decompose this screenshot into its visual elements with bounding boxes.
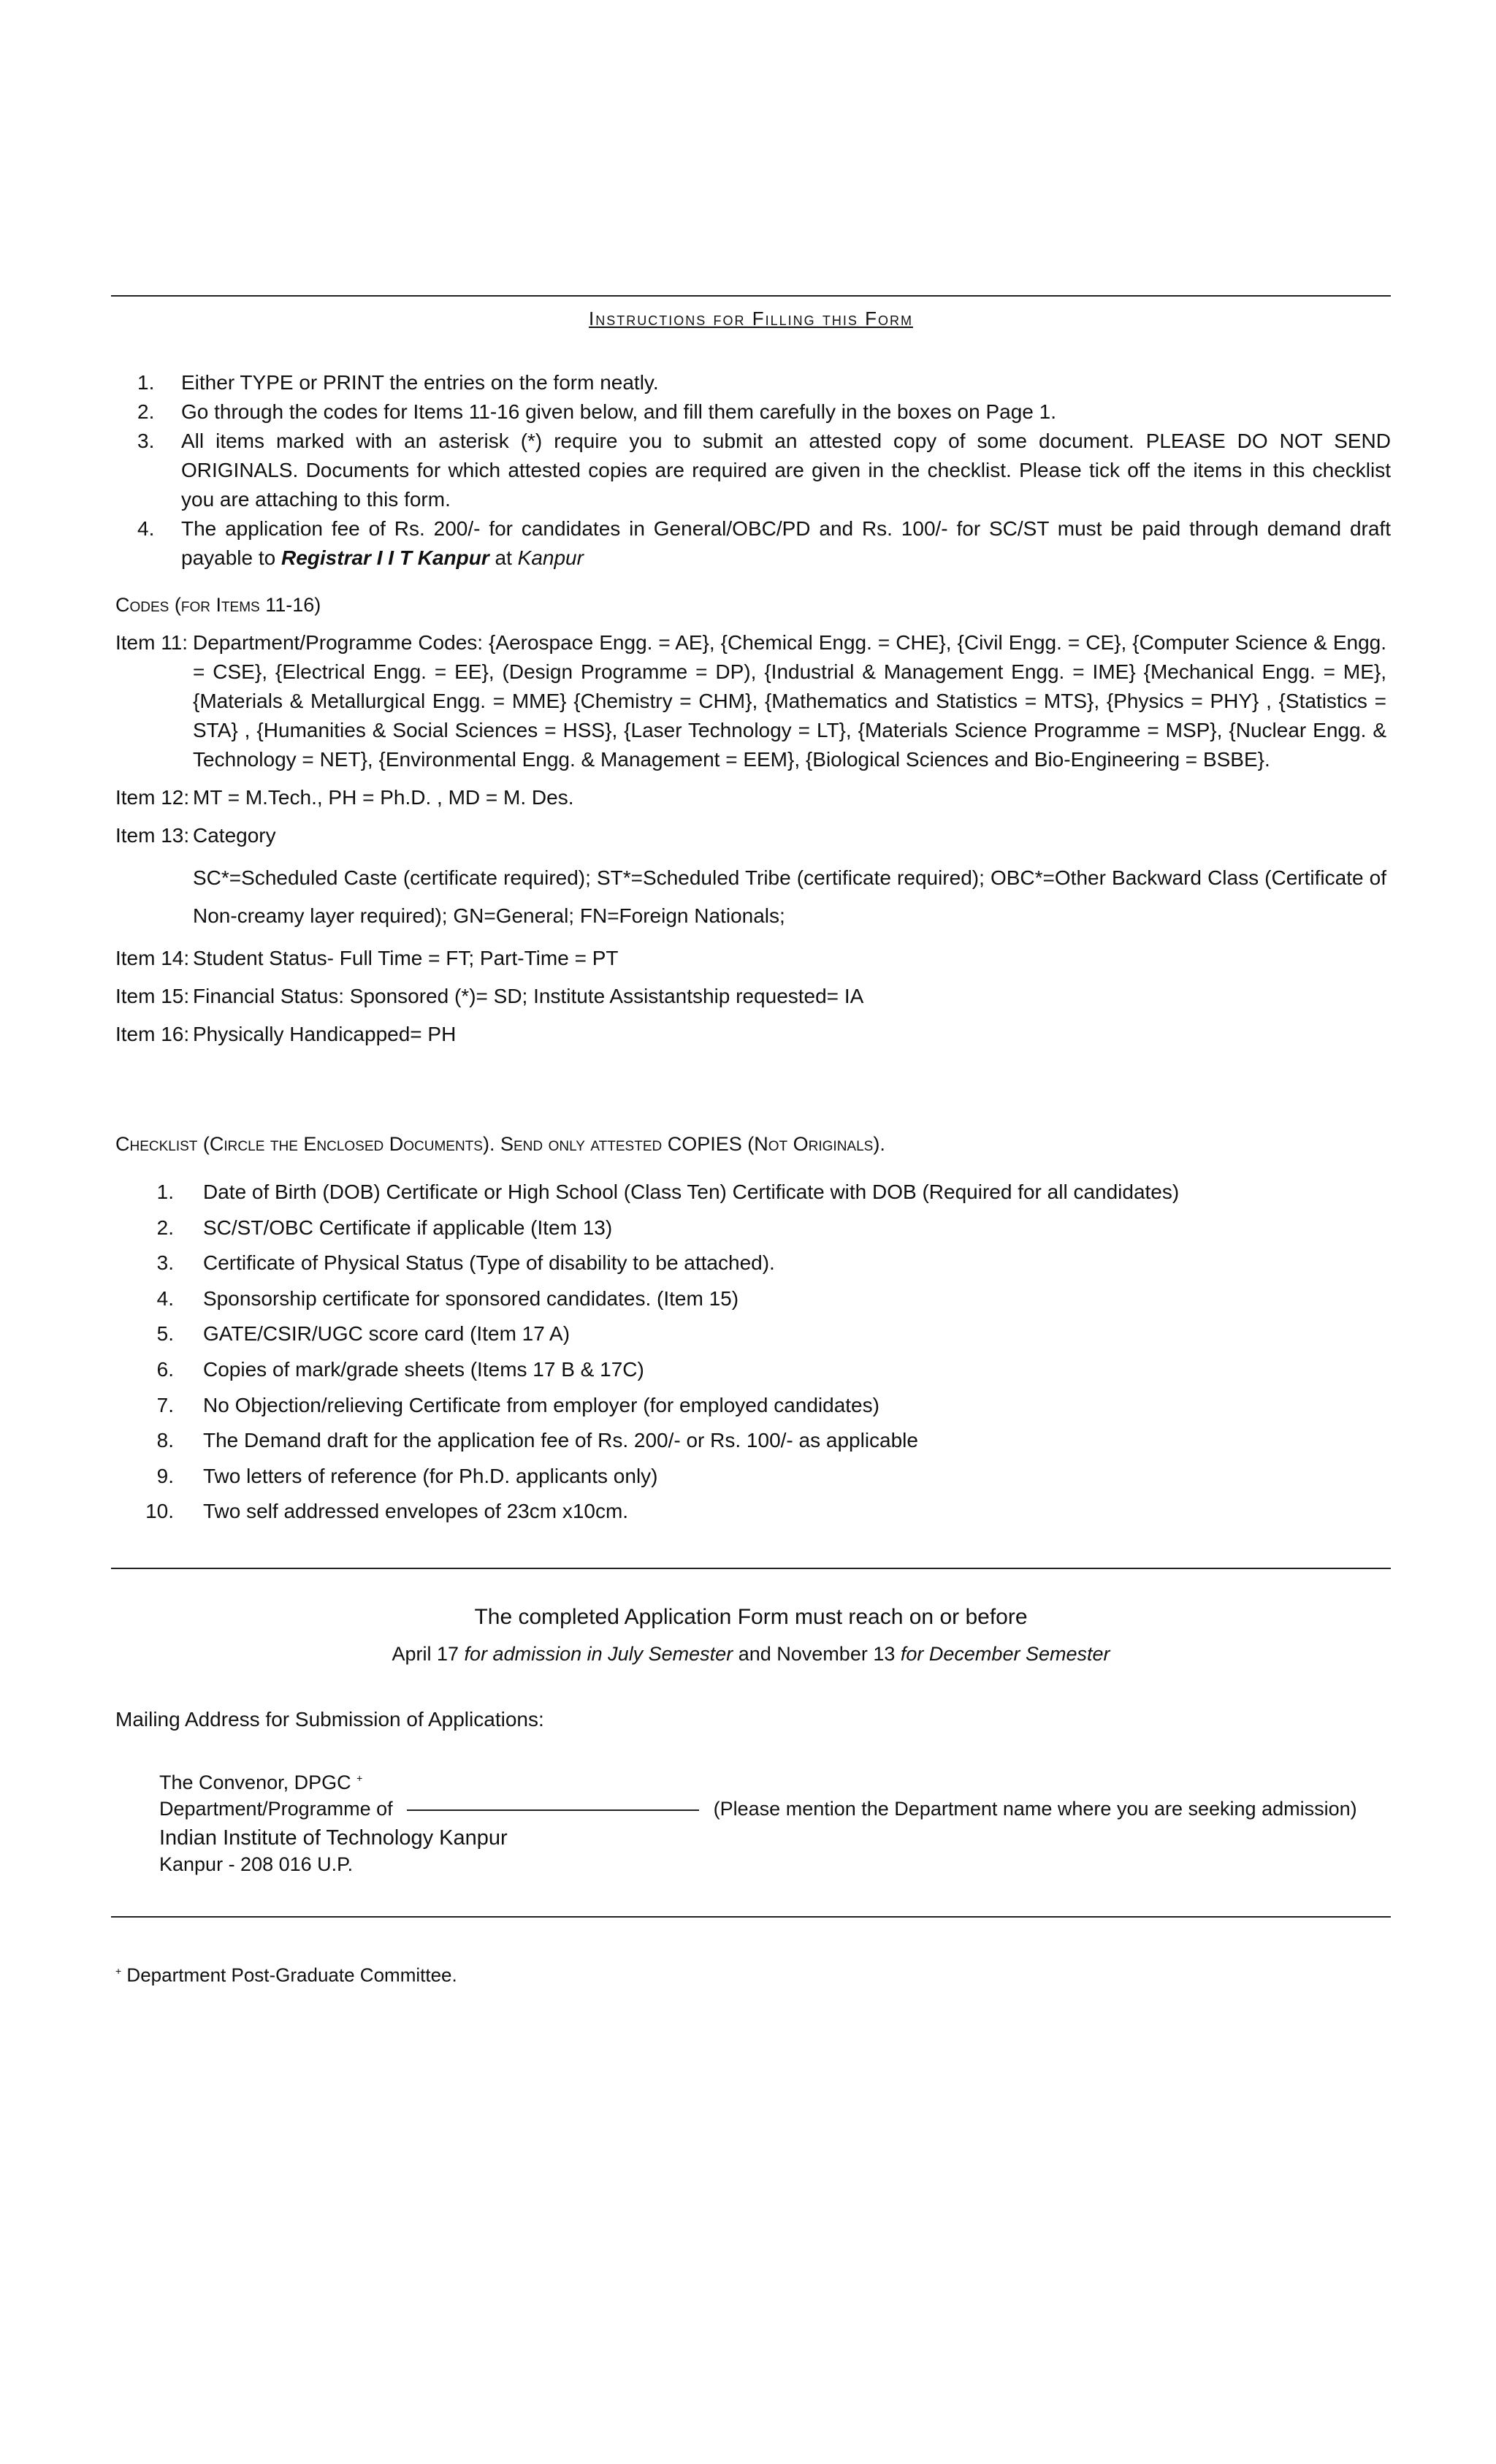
item-number: 2.	[156, 1216, 174, 1239]
code-label: Item 14:	[115, 947, 190, 969]
payee-name: Registrar I I T Kanpur	[281, 546, 489, 569]
code-text: Department/Programme Codes: {Aerospace Engg. = AE}, {Chemical Engg. = CHE}, {Civil Engg. = CE}, {Computer Science & Engg. = CSE}, {Electrical Engg. = EE}, (Design Programme = DP), {Industrial & Management Engg. = IME} {Mechanical Engg. = ME}, {Materials & Metallurgical Engg. = MME} {Chemistry = CHM}, {Mathematics and Statistics = MTS}, {Physics = PHY} , {Statistics = STA} , {Humanities & Social Sciences = HSS}, {Laser Technology = LT}, {Materials Science Programme = MSP}, {Nuclear Engg. & Technology = NET}, {Environmental Engg. & Management = EEM}, {Biological Sciences and Bio-Engineering = BSBE}.	[193, 631, 1386, 771]
item-text: Certificate of Physical Status (Type of disability to be attached).	[203, 1251, 775, 1275]
department-label: Department/Programme of	[159, 1798, 393, 1820]
item-number: 3.	[137, 430, 155, 452]
codes-heading: Codes (for Items 11-16)	[115, 594, 321, 616]
checklist	[130, 1178, 1372, 1533]
code-label: Item 11:	[115, 631, 188, 654]
checklist-item	[130, 1248, 1372, 1284]
codes-section	[115, 628, 1386, 1058]
convenor-line	[159, 1765, 1357, 1796]
code-label: Item 12:	[115, 786, 190, 809]
semester-december: for December Semester	[900, 1643, 1110, 1665]
mailing-address	[159, 1765, 1357, 1877]
item-number: 4.	[137, 517, 155, 540]
code-item-15	[115, 982, 1386, 1011]
item-number: 10.	[145, 1500, 174, 1523]
code-text: Student Status- Full Time = FT; Part-Time = PT	[193, 947, 619, 969]
checklist-item	[130, 1178, 1372, 1213]
footnote-mark: +	[356, 1772, 363, 1784]
institute-city: Kanpur - 208 016 U.P.	[159, 1853, 354, 1875]
instruction-item	[111, 427, 1391, 514]
code-item-16	[115, 1020, 1386, 1049]
item-text: Go through the codes for Items 11-16 given below, and fill them carefully in the boxes on Page 1.	[181, 400, 1056, 423]
item-text: The Demand draft for the application fee of Rs. 200/- or Rs. 100/- as applicable	[203, 1429, 918, 1452]
item-text: SC/ST/OBC Certificate if applicable (Item 13)	[203, 1216, 613, 1239]
checklist-item	[130, 1462, 1372, 1498]
code-label: Item 15:	[115, 985, 190, 1007]
checklist-item	[130, 1355, 1372, 1391]
checklist-item	[130, 1391, 1372, 1427]
footnote	[115, 1956, 457, 1990]
code-item-11	[115, 628, 1386, 774]
footnote-mark: +	[115, 1965, 122, 1977]
page-title: Instructions for Filling this Form	[589, 308, 913, 329]
deadline-heading: The completed Application Form must reach on or before	[474, 1605, 1028, 1629]
item-text: Two letters of reference (for Ph.D. applicants only)	[203, 1464, 658, 1487]
department-note: (Please mention the Department name where you are seeking admission)	[713, 1798, 1357, 1820]
semester-july: for admission in July Semester	[464, 1643, 733, 1665]
code-text: Physically Handicapped= PH	[193, 1023, 457, 1045]
fee-text: The application fee of Rs. 200/- for candidates in General/OBC/PD and Rs. 100/- for SC/ST must be paid through demand draft payable to	[181, 517, 1391, 569]
code-item-13	[115, 821, 1386, 935]
item-text: Sponsorship certificate for sponsored candidates. (Item 15)	[203, 1286, 739, 1310]
item-number: 5.	[156, 1322, 174, 1346]
checklist-item	[130, 1213, 1372, 1249]
code-item-14	[115, 944, 1386, 973]
item-number: 1.	[156, 1180, 174, 1203]
item-text: Either TYPE or PRINT the entries on the form neatly.	[181, 371, 659, 394]
department-line	[159, 1796, 1357, 1822]
payee-place: Kanpur	[517, 546, 584, 569]
checklist-item	[130, 1284, 1372, 1320]
item-text: GATE/CSIR/UGC score card (Item 17 A)	[203, 1322, 570, 1346]
item-text: Two self addressed envelopes of 23cm x10cm.	[203, 1500, 629, 1523]
item-number: 3.	[156, 1251, 174, 1275]
code-text: MT = M.Tech., PH = Ph.D. , MD = M. Des.	[193, 786, 574, 809]
bottom-divider	[111, 1916, 1391, 1918]
item-number: 6.	[156, 1357, 174, 1381]
item-number: 4.	[156, 1286, 174, 1310]
footnote-text: Department Post-Graduate Committee.	[126, 1964, 457, 1986]
top-divider	[111, 295, 1391, 297]
code-text: Financial Status: Sponsored (*)= SD; Institute Assistantship requested= IA	[193, 985, 864, 1007]
institute-name: Indian Institute of Technology Kanpur	[159, 1826, 508, 1850]
item-text: No Objection/relieving Certificate from employer (for employed candidates)	[203, 1393, 879, 1416]
checklist-item	[130, 1319, 1372, 1355]
checklist-item	[130, 1426, 1372, 1462]
instruction-item	[111, 514, 1391, 573]
mailing-heading: Mailing Address for Submission of Applications:	[115, 1708, 544, 1731]
item-text: Copies of mark/grade sheets (Items 17 B & 17C)	[203, 1357, 644, 1381]
code-label: Item 13:	[115, 824, 190, 847]
middle-divider	[111, 1568, 1391, 1569]
item-text: All items marked with an asterisk (*) require you to submit an attested copy of some document. PLEASE DO NOT SEND ORIGINALS. Documents for which attested copies are required are given in the checklist. Please tick off the items in this checklist you are attaching to this form.	[181, 430, 1391, 511]
checklist-item	[130, 1497, 1372, 1533]
item-number: 9.	[156, 1464, 174, 1487]
item-number: 8.	[156, 1429, 174, 1452]
item-text	[181, 514, 1391, 573]
item-number: 2.	[137, 400, 155, 423]
code-item-12	[115, 783, 1386, 812]
date-december: November 13	[776, 1643, 896, 1665]
code-label: Item 16:	[115, 1023, 190, 1045]
item-number: 1.	[137, 371, 155, 394]
code-text: Category	[193, 824, 276, 847]
checklist-heading: Checklist (Circle the Enclosed Documents). Send only attested COPIES (Not Originals).	[115, 1133, 885, 1155]
department-blank[interactable]	[407, 1809, 699, 1811]
category-codes: SC*=Scheduled Caste (certificate required); ST*=Scheduled Tribe (certificate required); OBC*=Other Backward Class (Certificate of Non-creamy layer required); GN=General; FN=Foreign Nationals;	[193, 866, 1386, 927]
convenor: The Convenor, DPGC	[159, 1771, 351, 1793]
deadline-dates	[111, 1639, 1391, 1668]
at-text: at	[495, 546, 512, 569]
instructions-list	[111, 368, 1391, 573]
and-text: and	[738, 1643, 771, 1665]
date-july: April 17	[392, 1643, 459, 1665]
instruction-item	[111, 368, 1391, 397]
instruction-item	[111, 397, 1391, 427]
item-number: 7.	[156, 1393, 174, 1416]
item-text: Date of Birth (DOB) Certificate or High School (Class Ten) Certificate with DOB (Required for all candidates)	[203, 1180, 1180, 1203]
